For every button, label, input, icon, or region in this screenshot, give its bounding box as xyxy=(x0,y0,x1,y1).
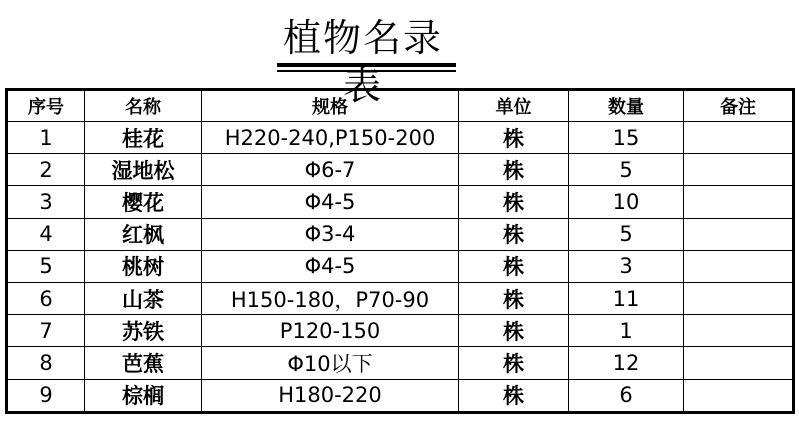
cell-note xyxy=(684,186,794,218)
cell-name: 棕榈 xyxy=(85,379,202,412)
cell-quantity: 15 xyxy=(569,122,684,154)
cell-spec: H220-240,P150-200 xyxy=(202,122,459,154)
cell-note xyxy=(684,315,794,347)
title-underline-thick xyxy=(277,63,456,67)
cell-unit: 株 xyxy=(459,283,569,315)
cell-number: 9 xyxy=(7,379,85,412)
title-underline-thin xyxy=(277,70,456,72)
table-row xyxy=(7,186,794,218)
cell-number: 5 xyxy=(7,250,85,282)
table-row xyxy=(7,250,794,282)
table-row xyxy=(7,315,794,347)
cell-quantity: 5 xyxy=(569,154,684,186)
cell-quantity: 1 xyxy=(569,315,684,347)
header-name: 名称 xyxy=(85,90,202,122)
cell-note xyxy=(684,379,794,412)
cell-unit: 株 xyxy=(459,186,569,218)
cell-unit: 株 xyxy=(459,122,569,154)
cell-spec: Φ3-4 xyxy=(202,218,459,250)
plant-list-table xyxy=(5,88,795,414)
cell-spec: P120-150 xyxy=(202,315,459,347)
cell-number: 7 xyxy=(7,315,85,347)
header-note: 备注 xyxy=(684,90,794,122)
cell-note xyxy=(684,122,794,154)
header-number: 序号 xyxy=(7,90,85,122)
cell-note xyxy=(684,283,794,315)
cell-spec: H180-220 xyxy=(202,379,459,412)
table-row xyxy=(7,122,794,154)
cell-spec: Φ4-5 xyxy=(202,250,459,282)
cell-number: 1 xyxy=(7,122,85,154)
cell-name: 湿地松 xyxy=(85,154,202,186)
cell-number: 6 xyxy=(7,283,85,315)
cell-quantity: 12 xyxy=(569,347,684,379)
cell-number: 3 xyxy=(7,186,85,218)
cell-note xyxy=(684,250,794,282)
cell-name: 桃树 xyxy=(85,250,202,282)
table-row xyxy=(7,283,794,315)
cell-name: 红枫 xyxy=(85,218,202,250)
cell-quantity: 11 xyxy=(569,283,684,315)
cell-note xyxy=(684,218,794,250)
cell-unit: 株 xyxy=(459,347,569,379)
table-row xyxy=(7,379,794,412)
cell-name: 苏铁 xyxy=(85,315,202,347)
cell-unit: 株 xyxy=(459,218,569,250)
table-header-row xyxy=(7,90,794,122)
cell-name: 芭蕉 xyxy=(85,347,202,379)
cell-note xyxy=(684,347,794,379)
page-title: 植物名录表 xyxy=(282,16,443,108)
header-unit: 单位 xyxy=(459,90,569,122)
cell-unit: 株 xyxy=(459,250,569,282)
cell-spec: Φ10以下 xyxy=(202,347,459,379)
header-spec: 规格 xyxy=(202,90,459,122)
cell-spec: Φ4-5 xyxy=(202,186,459,218)
cell-quantity: 10 xyxy=(569,186,684,218)
table-row xyxy=(7,347,794,379)
cell-unit: 株 xyxy=(459,154,569,186)
cell-number: 8 xyxy=(7,347,85,379)
cell-unit: 株 xyxy=(459,315,569,347)
table-row xyxy=(7,218,794,250)
cell-quantity: 3 xyxy=(569,250,684,282)
cell-number: 4 xyxy=(7,218,85,250)
cell-spec: H150-180，P70-90 xyxy=(202,283,459,315)
cell-note xyxy=(684,154,794,186)
cell-quantity: 5 xyxy=(569,218,684,250)
header-quantity: 数量 xyxy=(569,90,684,122)
cell-spec: Φ6-7 xyxy=(202,154,459,186)
cell-name: 樱花 xyxy=(85,186,202,218)
cell-quantity: 6 xyxy=(569,379,684,412)
table-row xyxy=(7,154,794,186)
cell-number: 2 xyxy=(7,154,85,186)
cell-unit: 株 xyxy=(459,379,569,412)
cell-name: 山茶 xyxy=(85,283,202,315)
cell-name: 桂花 xyxy=(85,122,202,154)
